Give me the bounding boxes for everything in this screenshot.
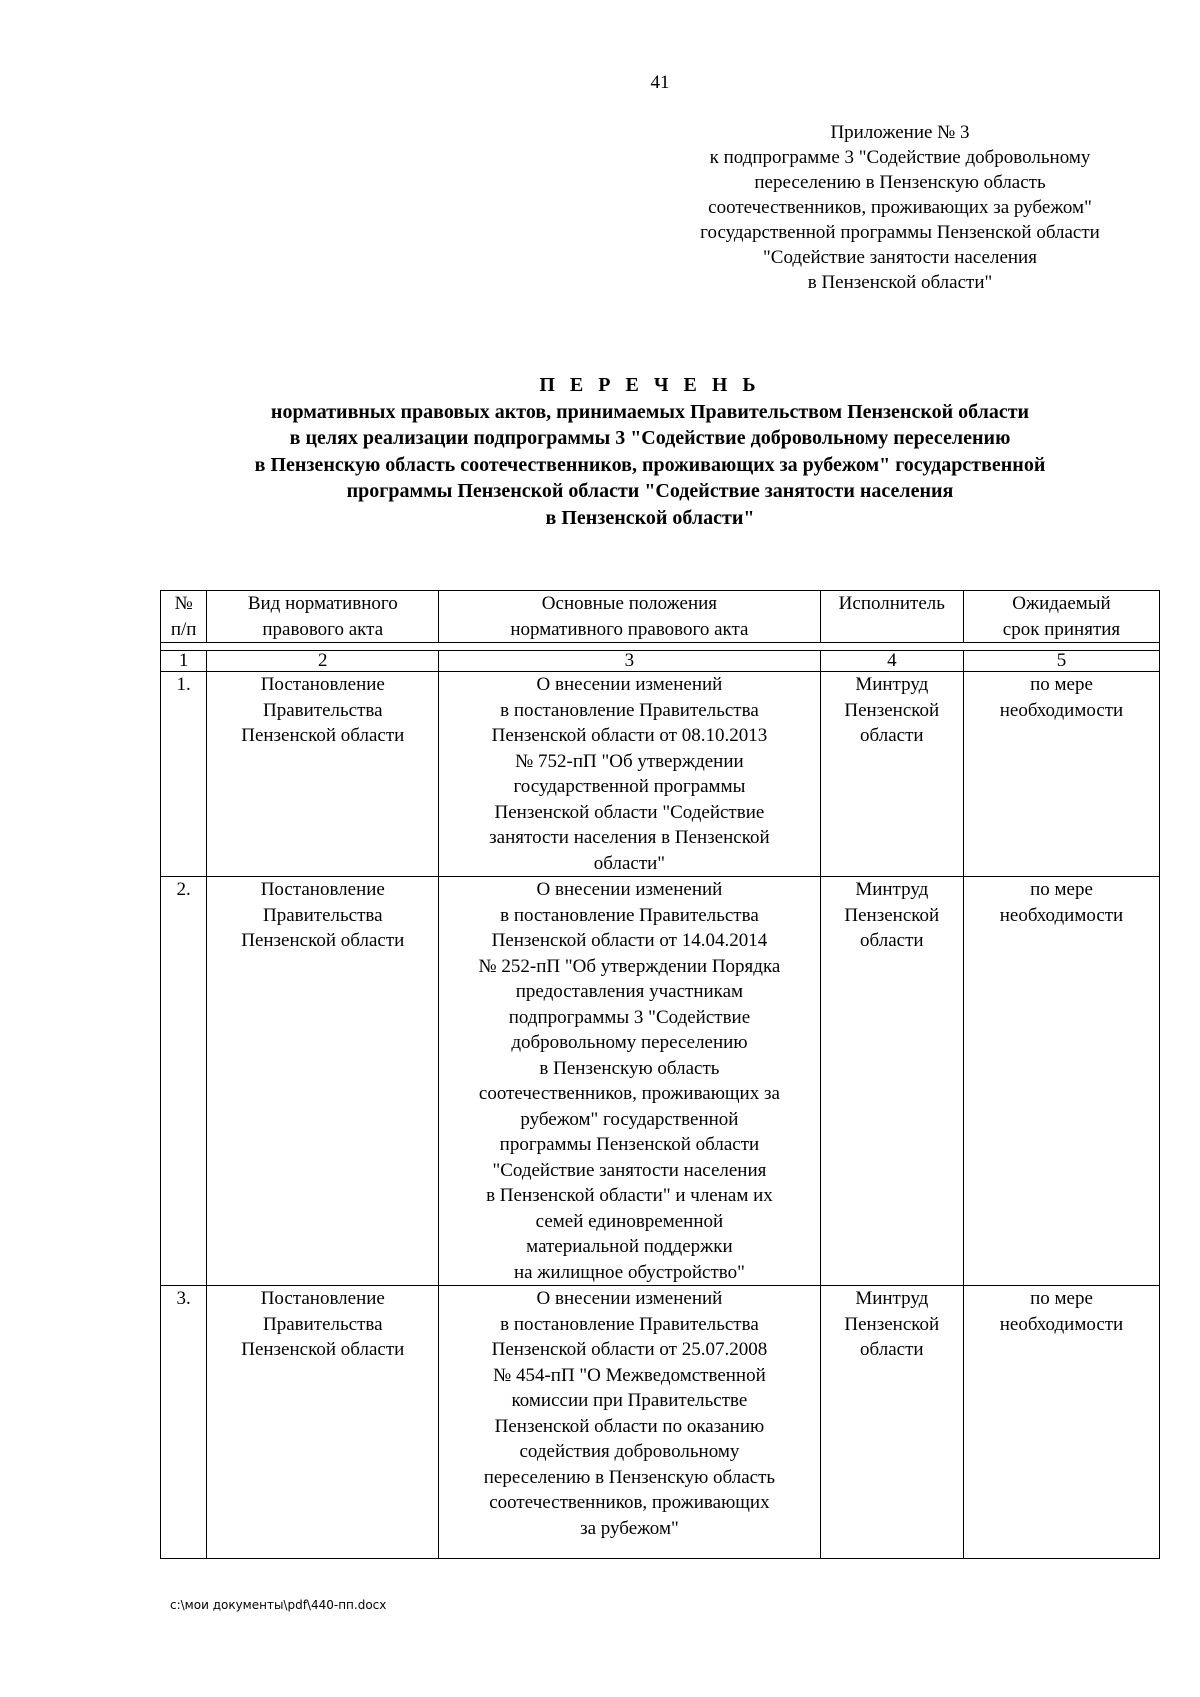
- executor-line: Пензенской: [844, 904, 940, 926]
- act-content-line: № 752-пП "Об утверждении: [515, 750, 744, 772]
- act-content-line: Пензенской области от 14.04.2014: [491, 930, 768, 951]
- expected-term-cell: [963, 877, 1159, 1286]
- appendix-line: в Пензенской области": [807, 272, 993, 293]
- act-content-line: подпрограммы 3 "Содействие: [508, 1006, 751, 1028]
- title-line: в Пензенской области": [545, 506, 755, 529]
- column-number-row: [161, 651, 1160, 672]
- header-text: правового акта: [262, 618, 384, 640]
- header-text: Вид нормативного: [247, 593, 398, 614]
- separator-cell: [161, 643, 1160, 651]
- executor-cell: [820, 877, 963, 1286]
- act-content-cell: [439, 1286, 820, 1559]
- header-text: нормативного правового акта: [510, 618, 749, 640]
- executor-line: Пензенской: [844, 1313, 940, 1335]
- header-text: Ожидаемый: [1012, 593, 1111, 614]
- executor-line: области: [860, 930, 924, 951]
- act-content-line: рубежом" государственной: [520, 1108, 739, 1130]
- act-type-cell: [207, 877, 439, 1286]
- act-type-cell: [207, 672, 439, 877]
- header-text: срок принятия: [1002, 618, 1121, 640]
- appendix-note: [640, 120, 1160, 295]
- act-content-line: Пензенской области от 08.10.2013: [491, 725, 768, 746]
- act-content-line: № 454-пП "О Межведомственной: [493, 1364, 766, 1386]
- act-content-cell: [439, 672, 820, 877]
- expected-term-line: по мере: [1030, 879, 1093, 900]
- row-number-cell: 3.: [161, 1286, 207, 1559]
- table-separator: [161, 643, 1160, 651]
- act-content-line: государственной программы: [513, 776, 746, 797]
- appendix-line: Приложение № 3: [830, 122, 970, 143]
- appendix-line: государственной программы Пензенской области: [700, 222, 1100, 243]
- act-content-cell: [439, 877, 820, 1286]
- act-content-line: семей единовременной: [535, 1210, 724, 1232]
- executor-cell: [820, 672, 963, 877]
- act-type-line: Правительства: [262, 1313, 383, 1335]
- acts-table: [160, 590, 1160, 1559]
- act-content-line: "Содействие занятости населения: [492, 1159, 767, 1181]
- act-type-line: Пензенской области: [241, 725, 405, 746]
- act-content-line: в Пензенской области" и членам их: [486, 1185, 773, 1206]
- act-content-line: занятости населения в Пензенской: [489, 827, 770, 848]
- act-content-line: программы Пензенской области: [499, 1134, 760, 1155]
- header-text: №: [174, 593, 193, 614]
- act-content-line: О внесении изменений: [536, 1288, 723, 1309]
- act-content-line: Пензенской области "Содействие: [494, 801, 765, 823]
- header-text: п/п: [170, 618, 197, 640]
- act-content-line: на жилищное обустройство": [513, 1261, 745, 1283]
- act-content-line: содействия добровольному: [519, 1441, 740, 1462]
- appendix-line: к подпрограмме 3 "Содействие добровольному: [709, 147, 1091, 168]
- act-type-line: Пензенской области: [241, 930, 405, 951]
- executor-line: Минтруд: [855, 674, 929, 695]
- column-number: 2: [207, 651, 439, 672]
- act-content-line: области": [593, 852, 666, 874]
- title-line: нормативных правовых актов, принимаемых Правительством Пензенской области: [270, 400, 1030, 423]
- header-executor: [820, 591, 963, 643]
- act-content-line: добровольному переселению: [511, 1032, 748, 1053]
- table-header-row: [161, 591, 1160, 643]
- act-content-line: комиссии при Правительстве: [511, 1390, 748, 1411]
- title-line: в Пензенскую область соотечественников, проживающих за рубежом" государственной: [254, 453, 1046, 476]
- expected-term-line: по мере: [1030, 1288, 1093, 1309]
- header-num: [161, 591, 207, 643]
- title-main: П Е Р Е Ч Е Н Ь: [539, 374, 761, 396]
- act-type-line: Пензенской области: [241, 1339, 405, 1360]
- column-number: 3: [439, 651, 820, 672]
- appendix-line: соотечественников, проживающих за рубежом": [708, 197, 1092, 218]
- act-type-line: Постановление: [260, 879, 385, 900]
- file-path-footer: c:\мои документы\pdf\440-пп.docx: [170, 1598, 387, 1612]
- column-number: 1: [161, 651, 207, 672]
- header-text: Основные положения: [541, 593, 718, 614]
- act-type-cell: [207, 1286, 439, 1559]
- act-content-line: О внесении изменений: [536, 674, 723, 695]
- act-type-line: Постановление: [260, 1288, 385, 1309]
- executor-line: области: [860, 725, 924, 746]
- table-row: [161, 1286, 1160, 1559]
- act-content-line: соотечественников, проживающих: [489, 1492, 770, 1513]
- header-text: Исполнитель: [838, 593, 945, 614]
- appendix-line: переселению в Пензенскую область: [754, 172, 1046, 193]
- act-content-line: соотечественников, проживающих за: [478, 1083, 780, 1104]
- row-number-cell: 2.: [161, 877, 207, 1286]
- appendix-line: "Содействие занятости населения: [763, 247, 1037, 268]
- act-content-line: в Пензенскую область: [539, 1057, 720, 1079]
- executor-line: области: [860, 1339, 924, 1360]
- act-content-line: Пензенской области по оказанию: [494, 1415, 765, 1437]
- document-title: [150, 372, 1150, 531]
- act-content-line: материальной поддержки: [526, 1236, 733, 1257]
- header-type: [207, 591, 439, 643]
- act-content-line: за рубежом": [580, 1517, 679, 1539]
- expected-term-line: по мере: [1030, 674, 1093, 695]
- act-content-line: в постановление Правительства: [500, 699, 759, 721]
- expected-term-cell: [963, 1286, 1159, 1559]
- executor-line: Минтруд: [855, 1288, 929, 1309]
- table-row: [161, 672, 1160, 877]
- act-content-line: переселению в Пензенскую область: [483, 1466, 776, 1488]
- expected-term-line: необходимости: [999, 904, 1124, 926]
- column-number: 4: [820, 651, 963, 672]
- act-type-line: Правительства: [262, 904, 383, 926]
- title-line: программы Пензенской области "Содействие занятости населения: [346, 480, 954, 502]
- executor-cell: [820, 1286, 963, 1559]
- act-type-line: Постановление: [260, 674, 385, 695]
- act-content-line: в постановление Правительства: [500, 904, 759, 926]
- act-content-line: в постановление Правительства: [500, 1313, 759, 1335]
- act-content-line: № 252-пП "Об утверждении Порядка: [478, 955, 781, 977]
- header-term: [963, 591, 1159, 643]
- header-content: [439, 591, 820, 643]
- act-content-line: О внесении изменений: [536, 879, 723, 900]
- expected-term-cell: [963, 672, 1159, 877]
- expected-term-line: необходимости: [999, 1313, 1124, 1335]
- row-number-cell: 1.: [161, 672, 207, 877]
- table-row: [161, 877, 1160, 1286]
- executor-line: Пензенской: [844, 699, 940, 721]
- expected-term-line: необходимости: [999, 699, 1124, 721]
- title-line: в целях реализации подпрограммы 3 "Содействие добровольному переселению: [289, 427, 1011, 449]
- act-content-line: предоставления участникам: [515, 981, 744, 1002]
- column-number: 5: [963, 651, 1159, 672]
- act-type-line: Правительства: [262, 699, 383, 721]
- table-body: [161, 672, 1160, 1559]
- page-number: 41: [650, 72, 670, 93]
- act-content-line: Пензенской области от 25.07.2008: [491, 1339, 768, 1360]
- executor-line: Минтруд: [855, 879, 929, 900]
